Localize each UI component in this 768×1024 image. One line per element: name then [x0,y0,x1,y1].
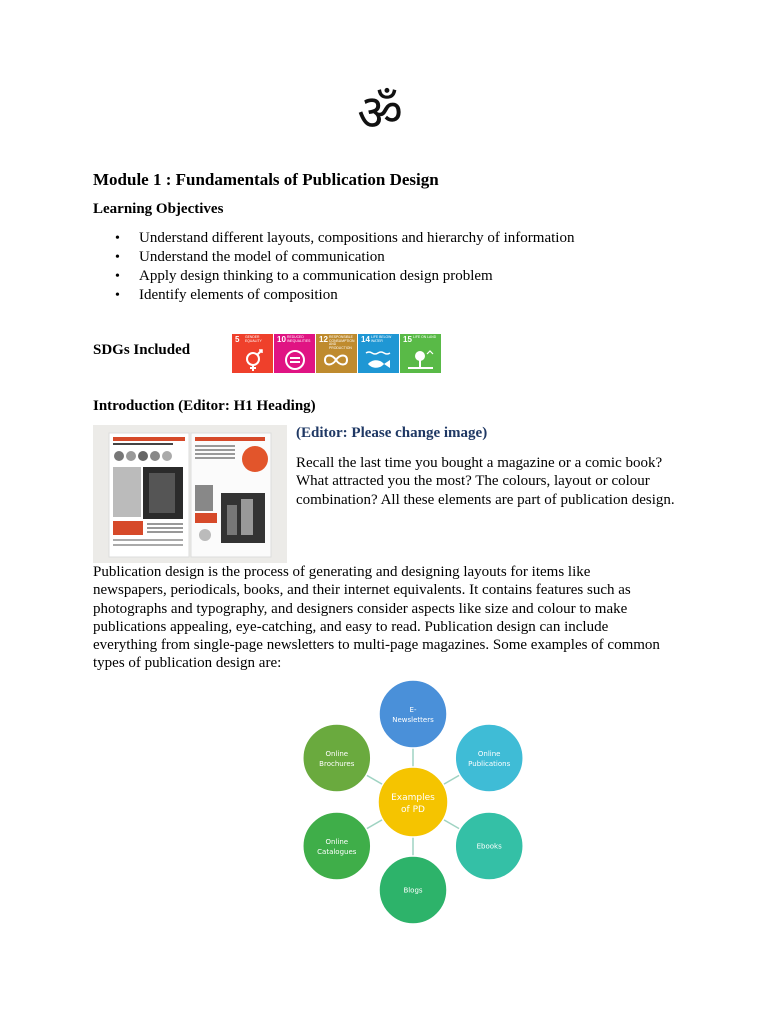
diagram-node-label: Newsletters [392,716,434,724]
list-item: • Identify elements of composition [93,286,574,305]
sdg-5-icon [232,334,273,373]
diagram-center-node-label: of PD [401,805,425,815]
list-item: • Understand the model of communication [93,248,574,267]
diagram-node-label: E- [409,706,417,714]
editor-note: (Editor: Please change image) [296,425,488,441]
sdg-15-icon [400,334,441,373]
diagram-node [379,680,447,748]
diagram-node [455,812,523,880]
fish-icon [358,334,399,373]
diagram-node-circle [303,812,371,880]
sdg-text: RESPONSIBLE CONSUMPTION AND PRODUCTION [329,335,355,350]
sdg-text: LIFE BELOW WATER [371,335,392,343]
diagram-node-circle [455,724,523,792]
sdg-text: REDUCED INEQUALITIES [287,335,311,343]
learning-objectives-list [93,229,574,305]
gender-equality-icon [232,334,273,373]
om-symbol: ॐ [357,84,403,142]
sdg-number: 5 [235,335,240,344]
learning-objectives-heading: Learning Objectives [93,201,224,217]
examples-of-pd-diagram [290,675,540,930]
diagram-node-circle [303,724,371,792]
magazine-spread-illustration [93,425,287,563]
sdg-text: GENDER EQUALITY [245,335,262,343]
sdg-10-icon [274,334,315,373]
diagram-node [379,856,447,924]
sdg-number: 10 [277,335,286,344]
sdgs-label: SDGs Included [93,342,191,358]
diagram-node [455,724,523,792]
sdg-12-icon [316,334,357,373]
page-title: Module 1 : Fundamentals of Publication Design [93,170,439,189]
reduced-inequalities-icon [274,334,315,373]
diagram-center-node-label: Examples [391,793,435,803]
list-item: • Understand different layouts, compositions and hierarchy of information [93,229,574,248]
infinity-icon [316,334,357,373]
sdg-icons [232,334,441,373]
sdg-number: 14 [361,335,370,344]
recall-paragraph: Recall the last time you bought a magazine or a comic book? What attracted you the most? The colours, layout or colour combination? All these elements are part of publication design. [296,455,675,508]
magazine-image [93,425,287,563]
sdg-number: 12 [319,335,328,344]
publication-design-paragraph: Publication design is the process of generating and designing layouts for items like newspapers, periodicals, books, and their internet equivalents. It contains features such as photographs and typography, and designers consider aspects like size and colour to make publications appealing, eye-catching, and easy to read. Publication design can include everything from single-page newsletters to multi-page magazines. Some examples of common types of publication design are: [93,564,660,672]
diagram-node [303,724,371,792]
diagram-node-label: Online [325,838,349,846]
sdg-number: 15 [403,335,412,344]
diagram-node-label: Blogs [403,886,423,895]
diagram-node-label: Brochures [319,760,355,768]
radial-diagram [290,675,540,930]
diagram-node-label: Publications [468,760,511,768]
sdg-text: LIFE ON LAND [413,335,437,339]
introduction-heading: Introduction (Editor: H1 Heading) [93,398,316,414]
list-item: • Apply design thinking to a communication design problem [93,267,574,286]
diagram-node-label: Catalogues [317,848,357,856]
diagram-node-label: Online [477,750,501,758]
diagram-node-label: Online [325,750,349,758]
diagram-node-label: Ebooks [476,842,502,851]
diagram-node-circle [379,680,447,748]
sdg-14-icon [358,334,399,373]
tree-icon [400,334,441,373]
diagram-node [303,812,371,880]
diagram-center-node [378,767,448,837]
